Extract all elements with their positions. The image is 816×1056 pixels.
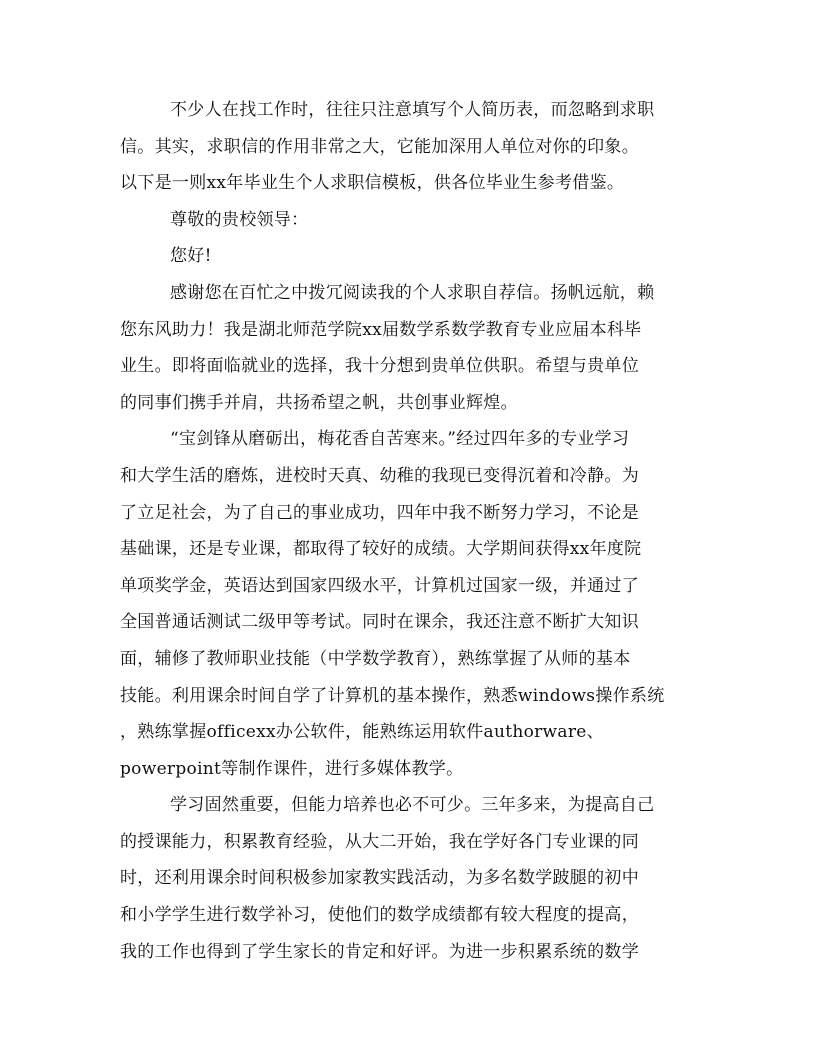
document-body bbox=[120, 92, 696, 970]
text-line: 了立足社会，为了自己的事业成功，四年中我不断努力学习，不论是 bbox=[120, 502, 639, 523]
text-line: 技能。利用课余时间自学了计算机的基本操作，熟悉windows操作系统 bbox=[120, 685, 665, 706]
text-line: 全国普通话测试二级甲等考试。同时在课余，我还注意不断扩大知识 bbox=[120, 612, 639, 633]
text-line: 的授课能力，积累教育经验，从大二开始，我在学好各门专业课的同 bbox=[120, 831, 639, 852]
salutation: 尊敬的贵校领导： bbox=[170, 209, 309, 230]
text-line: 以下是一则xx年毕业生个人求职信模板，供各位毕业生参考借鉴。 bbox=[120, 173, 625, 194]
text-line: 基础课，还是专业课，都取得了较好的成绩。大学期间获得xx年度院 bbox=[120, 539, 642, 560]
text-line: 时，还利用课余时间积极参加家教实践活动，为多名数学跛腿的初中 bbox=[120, 868, 639, 889]
text-line: 不少人在找工作时，往往只注意填写个人简历表，而忽略到求职 bbox=[170, 100, 655, 120]
text-line: ，熟练掌握officexx办公软件，能熟练运用软件authorware、 bbox=[120, 722, 604, 743]
text-line: 信。其实，求职信的作用非常之大，它能加深用人单位对你的印象。 bbox=[120, 136, 639, 157]
text-line: 的同事们携手并肩，共扬希望之帆，共创事业辉煌。 bbox=[120, 392, 518, 413]
text-line: “宝剑锋从磨砺出，梅花香自苦寒来。”经过四年多的专业学习 bbox=[170, 429, 630, 450]
text-line: 面，辅修了教师职业技能（中学数学教育），熟练掌握了从师的基本 bbox=[120, 648, 631, 669]
text-line: 学习固然重要，但能力培养也必不可少。三年多来，为提高自己 bbox=[170, 795, 655, 816]
text-line: 您东风助力！我是湖北师范学院xx届数学系数学教育专业应届本科毕 bbox=[120, 319, 642, 340]
text-line: 单项奖学金，英语达到国家四级水平，计算机过国家一级，并通过了 bbox=[120, 575, 639, 596]
text-line: 我的工作也得到了学生家长的肯定和好评。为进一步积累系统的数学 bbox=[120, 941, 639, 962]
greeting: 您好! bbox=[170, 246, 212, 267]
text-line: 和大学生活的磨炼，进校时天真、幼稚的我现已变得沉着和冷静。为 bbox=[120, 465, 639, 486]
text-line: 业生。即将面临就业的选择，我十分想到贵单位供职。希望与贵单位 bbox=[120, 356, 639, 377]
text-line: powerpoint等制作课件，进行多媒体教学。 bbox=[120, 758, 464, 779]
text-line: 和小学学生进行数学补习，使他们的数学成绩都有较大程度的提高， bbox=[120, 905, 639, 926]
text-line: 感谢您在百忙之中拨冗阅读我的个人求职自荐信。扬帆远航，赖 bbox=[170, 282, 655, 303]
